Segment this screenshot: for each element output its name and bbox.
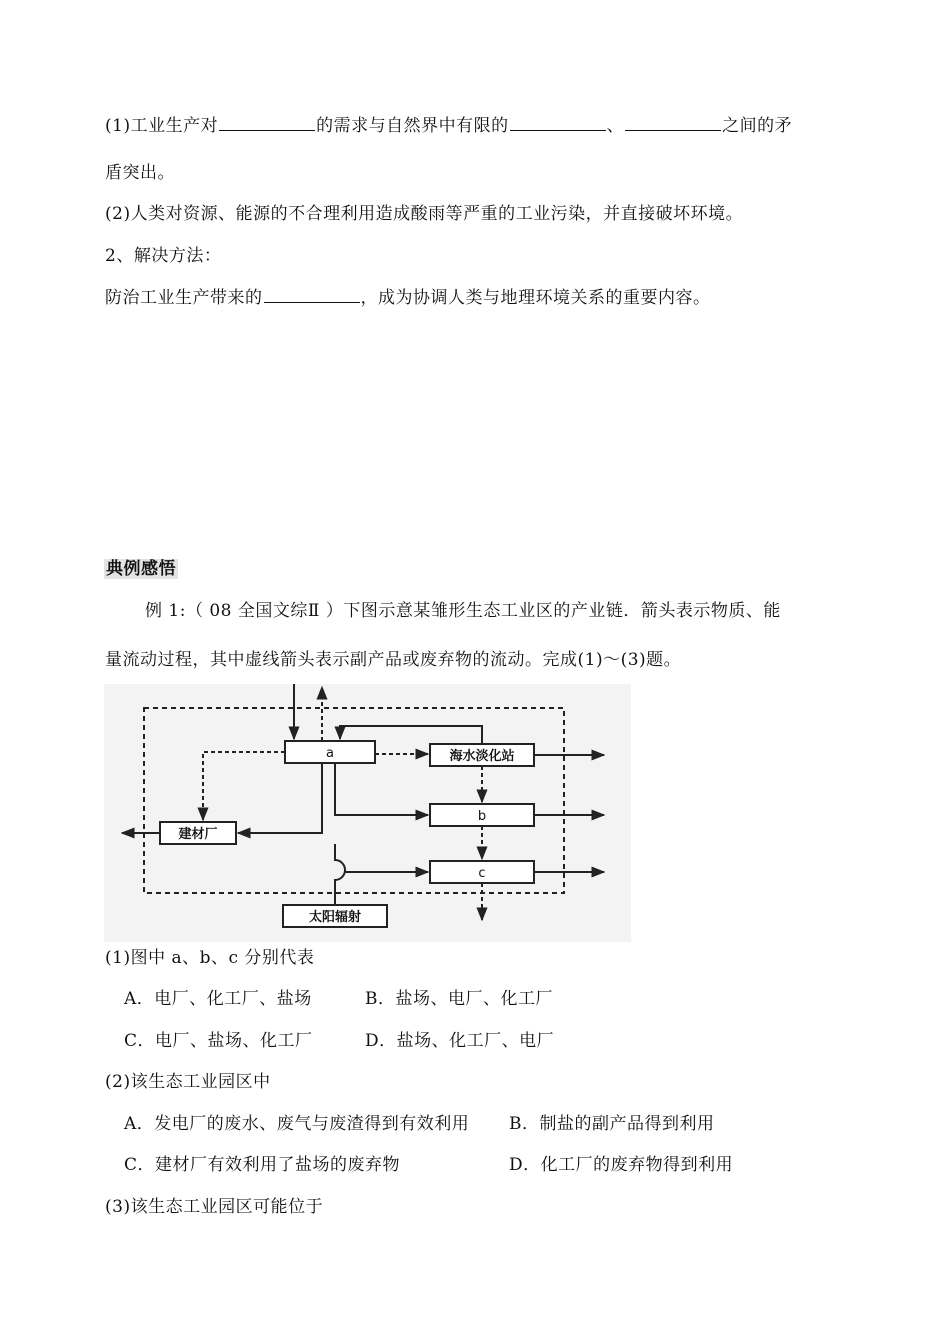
solar-riser (335, 844, 345, 905)
label-desalination: 海水淡化站 (449, 749, 515, 764)
intro-line-3: (2)人类对资源、能源的不合理利用造成酸雨等严重的工业污染，并直接破坏环境。 (105, 204, 744, 224)
q1-option-c[interactable]: C．电厂、盐场、化工厂 (124, 1031, 313, 1051)
label-c: c (478, 866, 486, 881)
solution-line (105, 286, 711, 310)
question-2: (2)该生态工业园区中 (105, 1072, 271, 1092)
intro-text: 之间的矛 (722, 116, 793, 136)
a-to-b-arrow (335, 763, 428, 815)
label-building-materials: 建材厂 (178, 827, 218, 842)
a-to-building-arrow (203, 752, 285, 820)
industrial-chain-diagram (104, 684, 631, 942)
fill-blank-2[interactable] (510, 114, 606, 131)
q1-option-a[interactable]: A．电厂、化工厂、盐场 (124, 989, 312, 1009)
solution-text: 防治工业生产带来的 (105, 288, 263, 308)
q2-option-d[interactable]: D．化工厂的废弃物得到利用 (509, 1155, 734, 1175)
question-1: (1)图中 a、b、c 分别代表 (105, 948, 315, 968)
a-to-building-solid-arrow (238, 763, 322, 833)
q1-option-b[interactable]: B．盐场、电厂、化工厂 (365, 989, 553, 1009)
q1-option-d[interactable]: D．盐场、化工厂、电厂 (365, 1031, 555, 1051)
solution-title: 2、解决方法： (105, 246, 222, 266)
question-3: (3)该生态工业园区可能位于 (105, 1197, 324, 1217)
label-a: a (326, 746, 334, 761)
fill-blank-3[interactable] (625, 114, 721, 131)
fill-blank-1[interactable] (219, 114, 315, 131)
q2-option-b[interactable]: B．制盐的副产品得到利用 (509, 1114, 715, 1134)
label-solar: 太阳辐射 (308, 910, 362, 925)
intro-text: 的需求与自然界中有限的 (316, 116, 509, 136)
q2-option-a[interactable]: A．发电厂的废水、废气与废渣得到有效利用 (124, 1114, 470, 1134)
intro-text: 、 (606, 116, 625, 136)
section-heading-text: 典例感悟 (106, 559, 176, 579)
intro-line-2: 盾突出。 (105, 163, 175, 183)
q2-option-c[interactable]: C．建材厂有效利用了盐场的废弃物 (124, 1155, 401, 1175)
section-heading (104, 557, 178, 581)
example-line-2: 量流动过程，其中虚线箭头表示副产品或废弃物的流动。完成(1)～(3)题。 (105, 650, 682, 670)
solution-text: ，成为协调人类与地理环境关系的重要内容。 (360, 288, 711, 308)
label-b: b (477, 809, 487, 824)
example-line-1: 例 1:（ 08 全国文综Ⅱ ）下图示意某雏形生态工业区的产业链．箭头表示物质、能 (145, 601, 781, 621)
fill-blank-4[interactable] (264, 286, 360, 303)
intro-text: (1)工业生产对 (105, 116, 219, 136)
intro-line-1 (105, 114, 792, 138)
